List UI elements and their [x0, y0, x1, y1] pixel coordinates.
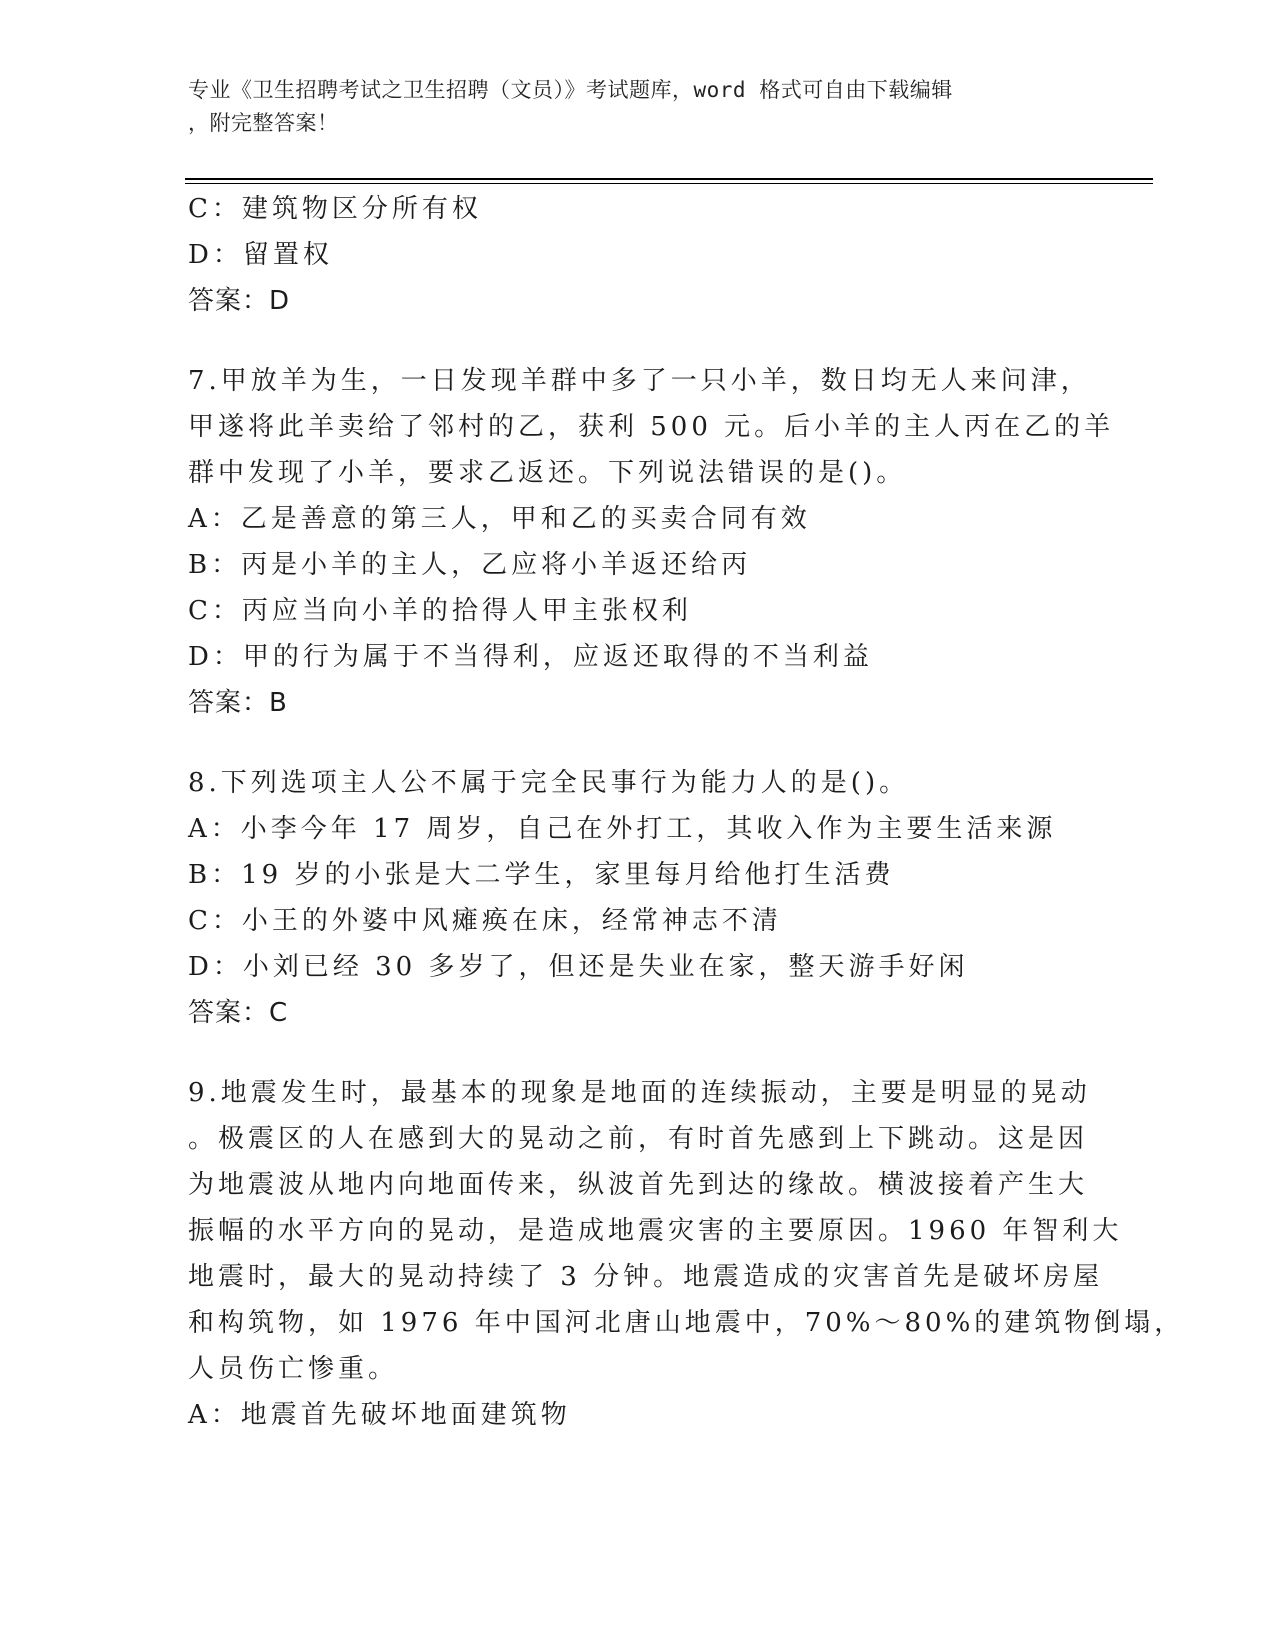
question-stem-line: 为地震波从地内向地面传来，纵波首先到达的缘故。横波接着产生大	[188, 1170, 1089, 1200]
question-list	[188, 186, 1185, 1438]
question-9	[188, 1070, 1185, 1438]
question-6-tail	[188, 186, 1068, 324]
option-a: A：地震首先破坏地面建筑物	[188, 1400, 571, 1430]
question-stem-line: 。极震区的人在感到大的晃动之前，有时首先感到上下跳动。这是因	[188, 1124, 1089, 1154]
option-d: D：甲的行为属于不当得利，应返还取得的不当利益	[188, 642, 873, 672]
question-stem-line: 和构筑物，如 1976 年中国河北唐山地震中，70%～80%的建筑物倒塌，	[188, 1308, 1185, 1338]
question-stem-line: 振幅的水平方向的晃动，是造成地震灾害的主要原因。1960 年智利大	[188, 1216, 1123, 1246]
question-stem-line: 甲遂将此羊卖给了邻村的乙，获利 500 元。后小羊的主人丙在乙的羊	[188, 412, 1115, 442]
option-c: C：建筑物区分所有权	[188, 194, 482, 224]
option-a: A：小李今年 17 周岁，自己在外打工，其收入作为主要生活来源	[188, 814, 1057, 844]
answer: 答案：D	[188, 286, 291, 316]
option-b: B：19 岁的小张是大二学生，家里每月给他打生活费	[188, 860, 895, 890]
header-line-2: ，附完整答案！	[188, 111, 339, 135]
question-stem-line: 地震时，最大的晃动持续了 3 分钟。地震造成的灾害首先是破坏房屋	[188, 1262, 1104, 1292]
answer: 答案：C	[188, 998, 289, 1028]
option-a: A：乙是善意的第三人，甲和乙的买卖合同有效	[188, 504, 811, 534]
option-b: B：丙是小羊的主人，乙应将小羊返还给丙	[188, 550, 752, 580]
question-stem-line: 7.甲放羊为生，一日发现羊群中多了一只小羊，数日均无人来问津，	[188, 366, 1091, 396]
option-c: C：丙应当向小羊的拾得人甲主张权利	[188, 596, 692, 626]
answer: 答案：B	[188, 688, 288, 718]
option-d: D：小刘已经 30 多岁了，但还是失业在家，整天游手好闲	[188, 952, 969, 982]
header-divider-thin	[185, 183, 1153, 184]
question-7	[188, 358, 1115, 726]
question-stem-line: 8.下列选项主人公不属于完全民事行为能力人的是()。	[188, 768, 910, 798]
question-stem-line: 群中发现了小羊，要求乙返还。下列说法错误的是()。	[188, 458, 907, 488]
header-line-1: 专业《卫生招聘考试之卫生招聘（文员）》考试题库，word 格式可自由下载编辑	[188, 78, 953, 102]
header-divider-thick	[185, 178, 1153, 180]
question-8	[188, 760, 1068, 1036]
question-stem-line: 人员伤亡惨重。	[188, 1354, 399, 1384]
question-stem-line: 9.地震发生时，最基本的现象是地面的连续振动，主要是明显的晃动	[188, 1078, 1091, 1108]
page-header	[188, 74, 1068, 140]
option-c: C：小王的外婆中风瘫痪在床，经常神志不清	[188, 906, 782, 936]
option-d: D：留置权	[188, 240, 333, 270]
